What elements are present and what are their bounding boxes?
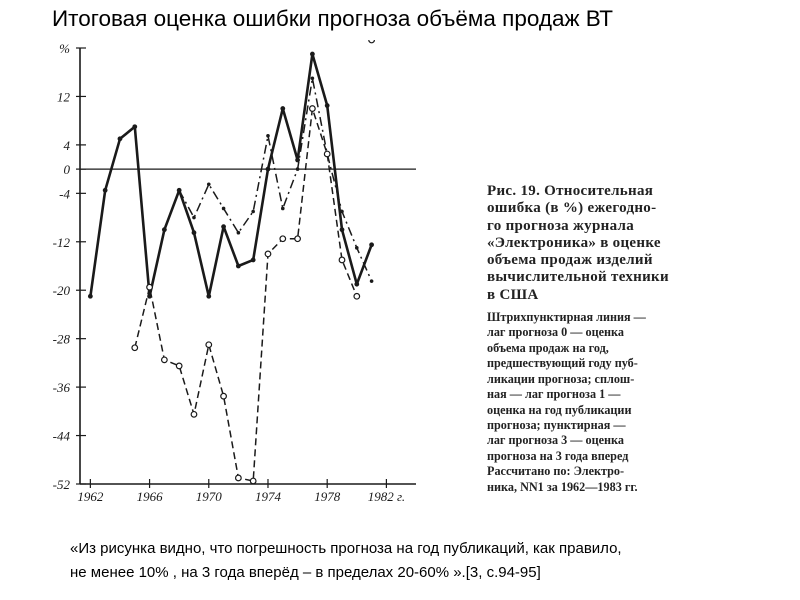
- y-tick-label: -52: [52, 477, 70, 492]
- caption-body-line: ликации прогноза; сплош-: [487, 371, 635, 386]
- data-point: [206, 294, 211, 299]
- caption-heading-line: го прогноза журнала: [487, 217, 635, 234]
- caption-body-line: лаг прогноза 3 — оценка: [487, 433, 624, 448]
- data-point: [251, 258, 256, 263]
- quote-line: «Из рисунка видно, что погрешность прогноза на год публикаций, как правило,: [70, 540, 622, 557]
- data-point: [207, 182, 211, 186]
- data-point: [266, 134, 270, 138]
- line-chart: [30, 40, 430, 515]
- caption-heading-line: ошибка (в %) ежегодно-: [487, 200, 657, 217]
- data-point: [370, 279, 374, 283]
- caption-heading: [487, 183, 767, 304]
- x-tick-label: 1970: [195, 489, 222, 504]
- caption-body-line: ная — лаг прогноза 1 —: [487, 387, 621, 402]
- data-point-open: [339, 257, 345, 263]
- data-point: [340, 210, 344, 214]
- data-point: [222, 207, 226, 211]
- x-tick-label: 1966: [136, 489, 163, 504]
- y-tick-label: -20: [52, 283, 70, 299]
- quote-line: не менее 10% , на 3 года вперёд – в пределах 20-60% ».[3, с.94-95]: [70, 564, 541, 581]
- data-point: [369, 242, 374, 247]
- caption-body-line: прогноза; пунктирная —: [487, 417, 626, 432]
- data-point-open: [280, 236, 286, 242]
- data-point-open: [162, 357, 168, 363]
- data-point-open: [132, 345, 138, 351]
- data-point: [162, 227, 167, 232]
- data-point: [88, 294, 93, 299]
- caption-body-line: ника, NN1 за 1962—1983 гг.: [487, 479, 638, 494]
- caption-body-line: Штрихпунктирная линия —: [487, 310, 646, 325]
- data-point: [192, 216, 196, 220]
- citation-quote: [70, 537, 770, 585]
- data-point-open: [354, 293, 360, 299]
- data-point-open: [236, 475, 242, 481]
- data-point: [311, 76, 315, 80]
- data-point: [355, 246, 359, 250]
- data-point: [221, 224, 226, 229]
- caption-heading-line: Рис. 19. Относительная: [487, 183, 654, 199]
- caption-body-line: объема продаж на год,: [487, 340, 609, 355]
- y-tick-label: 12: [57, 89, 70, 105]
- caption-body-line: лаг прогноза 0 — оценка: [487, 325, 624, 340]
- data-point: [310, 52, 315, 57]
- caption-body-line: предшествующий году пуб-: [487, 356, 638, 371]
- caption-body-line: оценка на год публикации: [487, 402, 632, 417]
- caption-body-line: прогноза на 3 года вперед: [487, 448, 629, 463]
- data-point: [281, 207, 285, 211]
- data-point-open: [250, 478, 256, 484]
- data-point-open: [324, 151, 330, 157]
- data-point: [103, 188, 108, 193]
- series-line-dashed: [135, 109, 357, 481]
- page-title: Итоговая оценка ошибки прогноза объёма продаж ВТ: [52, 6, 614, 31]
- x-tick-label: 1974: [254, 489, 281, 504]
- data-point: [118, 136, 123, 141]
- data-point: [280, 106, 285, 111]
- data-point: [236, 264, 241, 269]
- data-point-open: [369, 40, 375, 43]
- data-point: [132, 124, 137, 129]
- data-point: [340, 227, 345, 232]
- data-point-open: [265, 251, 271, 257]
- caption-heading-line: «Электроника» в оценке: [487, 234, 661, 251]
- caption-heading-line: вычислительной техники: [487, 269, 669, 286]
- data-point: [295, 158, 300, 163]
- data-point-open: [191, 412, 197, 418]
- figure-caption: [487, 183, 767, 495]
- data-point: [354, 282, 359, 287]
- y-tick-label: -4: [59, 186, 70, 202]
- x-tick-label: 1978: [314, 489, 341, 504]
- caption-heading-line: объема продаж изделий: [487, 252, 653, 269]
- data-point: [296, 167, 300, 171]
- y-tick-label: -28: [52, 331, 70, 347]
- y-tick-label: %: [59, 41, 70, 56]
- data-point: [266, 167, 271, 172]
- caption-heading-line: в США: [487, 286, 539, 303]
- data-point: [237, 231, 241, 235]
- series-line-solid: [90, 54, 371, 296]
- data-point-open: [310, 106, 316, 112]
- data-point: [192, 230, 197, 235]
- data-point: [325, 103, 330, 108]
- y-tick-label: -44: [52, 428, 70, 444]
- data-point: [177, 189, 181, 193]
- data-point-open: [295, 236, 301, 242]
- data-point: [251, 210, 255, 214]
- series-line-dashdot: [179, 78, 371, 281]
- data-point-open: [206, 342, 212, 348]
- caption-legend-text: [487, 310, 767, 495]
- y-tick-label: -12: [52, 234, 70, 250]
- caption-body-line: Рассчитано по: Электро-: [487, 464, 625, 479]
- y-tick-label: 0: [63, 162, 70, 178]
- data-point-open: [147, 284, 153, 290]
- x-tick-label: 1982 г.: [367, 489, 406, 504]
- data-point-open: [176, 363, 182, 369]
- y-tick-label: 4: [63, 137, 70, 153]
- y-tick-label: -36: [52, 380, 70, 396]
- data-point-open: [221, 393, 227, 399]
- x-tick-label: 1962: [77, 489, 104, 504]
